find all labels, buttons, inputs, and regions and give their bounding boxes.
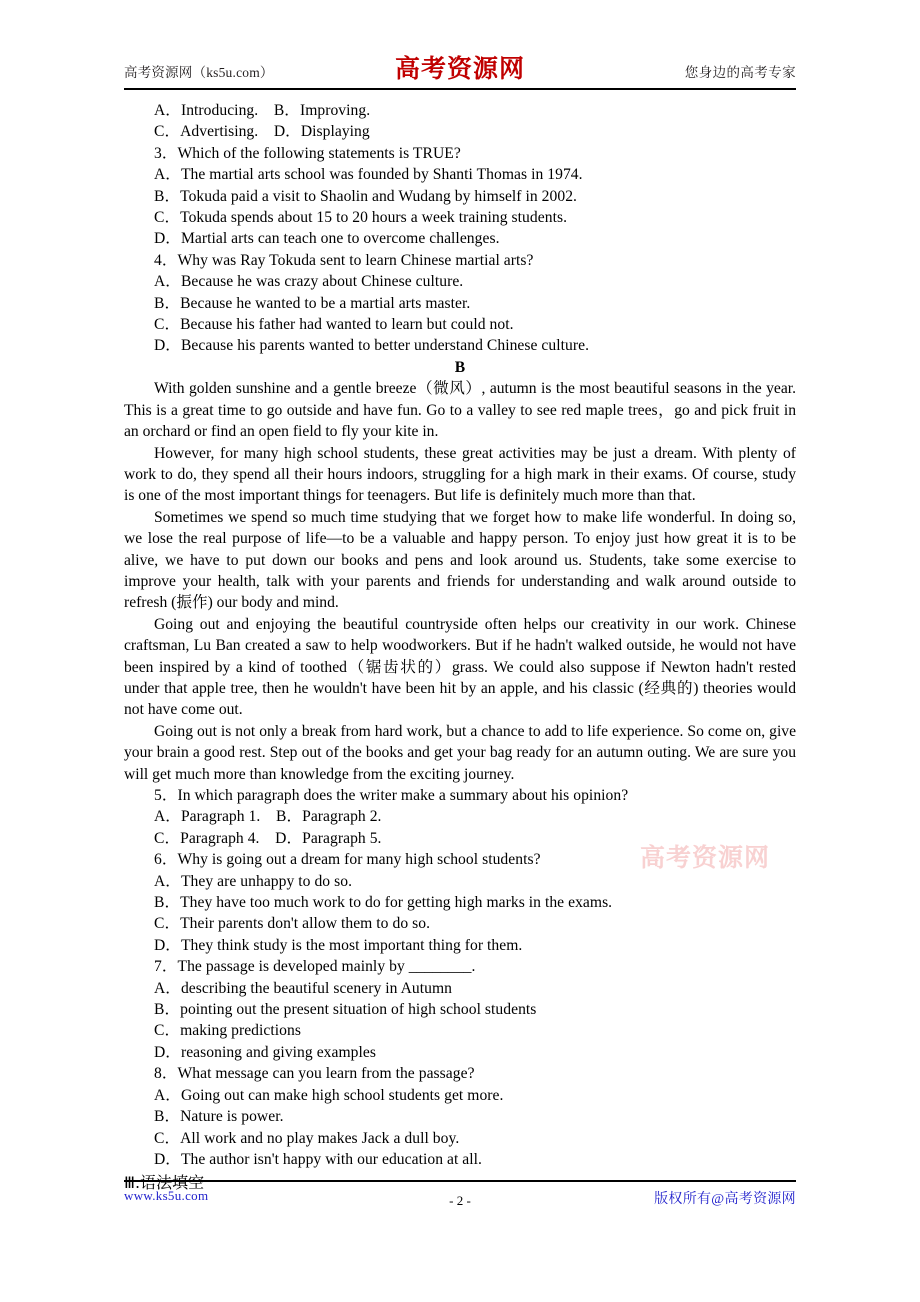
footer-divider: [124, 1180, 796, 1182]
header-site-name: 高考资源网（ks5u.com）: [124, 65, 274, 80]
question-8-option-b: B．Nature is power.: [154, 1108, 284, 1126]
question-5-options-cd: C．Paragraph 4. D．Paragraph 5.: [154, 829, 382, 847]
question-2-options-ab: A．Introducing. B．Improving.: [154, 102, 371, 119]
header-logo: 高考资源网: [394, 54, 526, 83]
question-6-option-d: D．They think study is the most important thing for them.: [154, 936, 523, 954]
question-6-option-c: C．Their parents don't allow them to do so.: [154, 915, 431, 933]
header-tagline: 您身边的高考专家: [684, 65, 796, 80]
page-footer: [124, 1186, 796, 1212]
question-4-stem: 4．Why was Ray Tokuda sent to learn Chinese martial arts?: [154, 251, 534, 269]
question-7-stem: 7．The passage is developed mainly by ________.: [154, 958, 476, 976]
section-heading-iii: Ⅲ.语法填空: [124, 1173, 205, 1193]
question-8-option-c: C．All work and no play makes Jack a dull boy.: [154, 1129, 460, 1147]
question-3-stem: 3．Which of the following statements is TRUE?: [154, 144, 461, 162]
question-8-option-a: A．Going out can make high school students get more.: [154, 1086, 504, 1104]
question-2-options-cd: C．Advertising. D．Displaying: [154, 123, 370, 141]
question-3-option-d: D．Martial arts can teach one to overcome challenges.: [154, 230, 500, 248]
document-body: [124, 100, 796, 1194]
passage-paragraph-4: Going out and enjoying the beautiful countryside often helps our creativity in our work. Chinese craftsman, Lu Ban created a saw to help woodworkers. But if he hadn't walked outside, he would not have been inspired by a kind of toothed（锯齿状的）grass. We could also suppose if Newton hadn't rested under that apple tree, then he wouldn't have been hit by an apple, and his classic (经典的) theories would not have come out.: [124, 615, 796, 719]
question-5-options-ab: A．Paragraph 1. B．Paragraph 2.: [154, 808, 382, 826]
question-7-option-c: C．making predictions: [154, 1022, 301, 1040]
question-6-option-b: B．They have too much work to do for getting high marks in the exams.: [154, 894, 613, 912]
question-6-option-a: A．They are unhappy to do so.: [154, 872, 353, 890]
question-4-option-b: B．Because he wanted to be a martial arts master.: [154, 294, 471, 312]
footer-url: www.ks5u.com: [124, 1188, 209, 1203]
question-7-option-d: D．reasoning and giving examples: [154, 1043, 376, 1061]
header-divider: [124, 88, 796, 90]
page-header: [124, 50, 796, 90]
footer-copyright: 版权所有@高考资源网: [654, 1192, 796, 1207]
question-4-option-c: C．Because his father had wanted to learn but could not.: [154, 316, 514, 334]
question-6-stem: 6．Why is going out a dream for many high school students?: [154, 851, 541, 869]
passage-paragraph-3: Sometimes we spend so much time studying that we forget how to make life wonderful. In doing so, we lose the real purpose of life—to be a valuable and happy person. To enjoy just how great it is to be alive, we have to put down our books and pens and look around us. Students, take some exercise to improve your health, talk with your parents and friends for understanding and walk around outside to refresh (振作) our body and mind.: [124, 508, 796, 612]
question-3-option-a: A．The martial arts school was founded by Shanti Thomas in 1974.: [154, 166, 583, 184]
question-8-option-d: D．The author isn't happy with our education at all.: [154, 1150, 482, 1168]
passage-paragraph-5: Going out is not only a break from hard work, but a chance to add to life experience. So come on, give your brain a good rest. Step out of the books and get your bag ready for an autumn outing. We are sure you will get much more than knowledge from the exciting journey.: [124, 722, 796, 783]
question-3-option-b: B．Tokuda paid a visit to Shaolin and Wudang by himself in 2002.: [154, 187, 577, 205]
page-number: - 2 -: [449, 1193, 471, 1208]
question-4-option-a: A．Because he was crazy about Chinese culture.: [154, 273, 464, 291]
question-3-option-c: C．Tokuda spends about 15 to 20 hours a week training students.: [154, 209, 568, 227]
question-8-stem: 8．What message can you learn from the passage?: [154, 1065, 475, 1083]
passage-paragraph-2: However, for many high school students, these great activities may be just a dream. With plenty of work to do, they spend all their hours indoors, struggling for a high mark in their exams. Of course, study is one of the most important things for teenagers. But life is definitely much more than that.: [124, 444, 796, 505]
question-4-option-d: D．Because his parents wanted to better understand Chinese culture.: [154, 337, 590, 355]
passage-paragraph-1: With golden sunshine and a gentle breeze（微风）, autumn is the most beautiful seasons in the year. This is a great time to go outside and have fun. Go to a valley to see red maple trees，go and pick fruit in an orchard or find an open field to fly your kite in.: [124, 380, 796, 441]
question-7-option-b: B．pointing out the present situation of high school students: [154, 1001, 537, 1019]
passage-b-label: B: [454, 358, 466, 376]
question-5-stem: 5．In which paragraph does the writer make a summary about his opinion?: [154, 787, 629, 804]
watermark: 高考资源网: [640, 843, 771, 872]
question-7-option-a: A．describing the beautiful scenery in Autumn: [154, 979, 452, 997]
